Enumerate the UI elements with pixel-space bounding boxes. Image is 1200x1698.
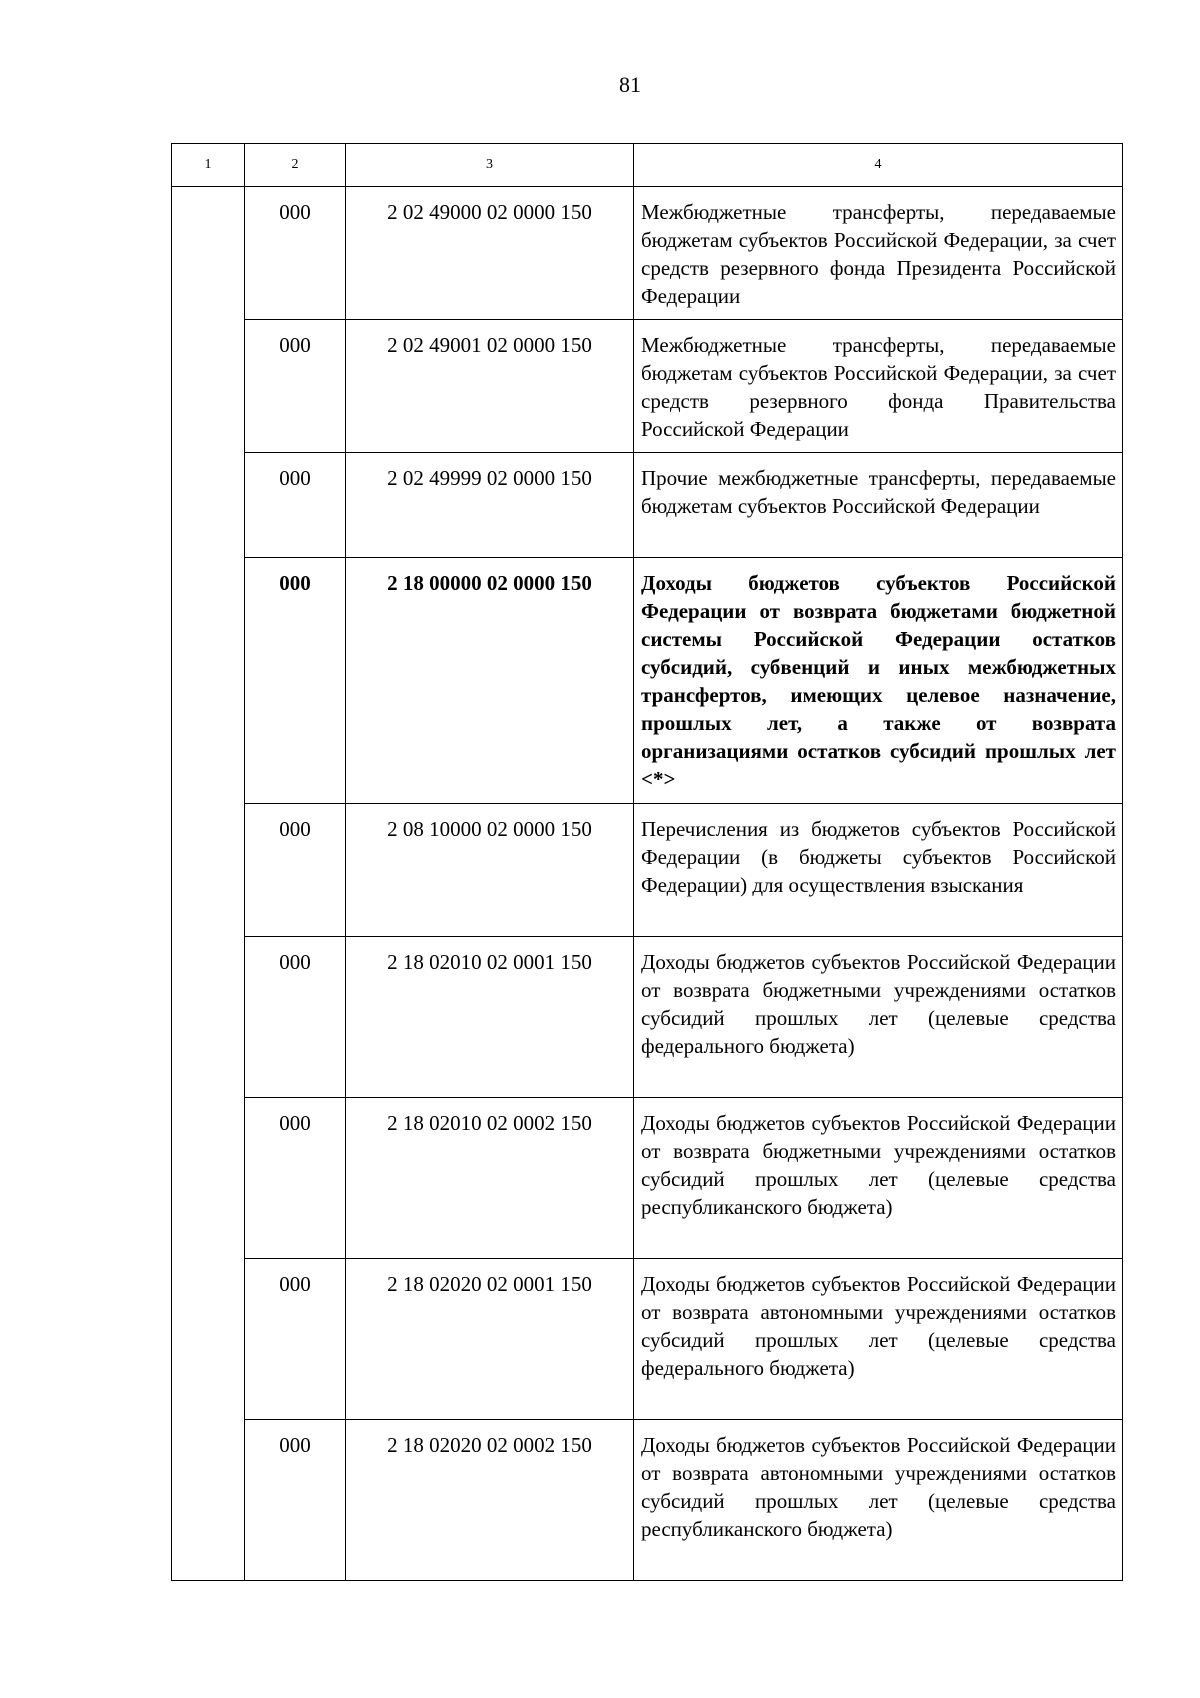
description-cell: Перечисления из бюджетов субъектов Российской Федерации (в бюджеты субъектов Российской Федерации) для осуществления взыскания [634, 804, 1123, 937]
header-col-1: 1 [172, 144, 245, 187]
budget-code-cell: 2 02 49999 02 0000 150 [346, 453, 634, 558]
description-cell: Прочие межбюджетные трансферты, передаваемые бюджетам субъектов Российской Федерации [634, 453, 1123, 558]
table-row [172, 453, 1123, 558]
description-cell: Доходы бюджетов субъектов Российской Федерации от возврата бюджетными учреждениями остатков субсидий прошлых лет (целевые средства республиканского бюджета) [634, 1098, 1123, 1259]
column-1-cell [172, 187, 245, 1581]
admin-code-cell: 000 [245, 320, 346, 453]
budget-code-cell: 2 18 02020 02 0002 150 [346, 1420, 634, 1581]
table-row-bold [172, 558, 1123, 804]
page-number: 81 [619, 72, 641, 97]
description-cell: Доходы бюджетов субъектов Российской Федерации от возврата автономными учреждениями остатков субсидий прошлых лет (целевые средства республиканского бюджета) [634, 1420, 1123, 1581]
description-cell: Доходы бюджетов субъектов Российской Федерации от возврата автономными учреждениями остатков субсидий прошлых лет (целевые средства федерального бюджета) [634, 1259, 1123, 1420]
table-row [172, 320, 1123, 453]
budget-code-cell: 2 18 02010 02 0002 150 [346, 1098, 634, 1259]
table-row [172, 187, 1123, 320]
admin-code-cell: 000 [245, 1420, 346, 1581]
admin-code-cell: 000 [245, 804, 346, 937]
table-body [172, 187, 1123, 1581]
table-header [172, 144, 1123, 187]
budget-code-cell: 2 18 02020 02 0001 150 [346, 1259, 634, 1420]
budget-code-cell: 2 18 02010 02 0001 150 [346, 937, 634, 1098]
description-cell: Межбюджетные трансферты, передаваемые бюджетам субъектов Российской Федерации, за счет средств резервного фонда Правительства Российской Федерации [634, 320, 1123, 453]
description-cell: Межбюджетные трансферты, передаваемые бюджетам субъектов Российской Федерации, за счет средств резервного фонда Президента Российской Федерации [634, 187, 1123, 320]
budget-code-cell: 2 02 49001 02 0000 150 [346, 320, 634, 453]
description-cell: Доходы бюджетов субъектов Российской Федерации от возврата бюджетными учреждениями остатков субсидий прошлых лет (целевые средства федерального бюджета) [634, 937, 1123, 1098]
header-col-2: 2 [245, 144, 346, 187]
table-row [172, 1098, 1123, 1259]
budget-code-cell: 2 02 49000 02 0000 150 [346, 187, 634, 320]
header-row [172, 144, 1123, 187]
table-row [172, 1420, 1123, 1581]
budget-code-cell: 2 18 00000 02 0000 150 [346, 558, 634, 804]
admin-code-cell: 000 [245, 558, 346, 804]
admin-code-cell: 000 [245, 1098, 346, 1259]
table-row [172, 937, 1123, 1098]
header-col-4: 4 [634, 144, 1123, 187]
description-cell: Доходы бюджетов субъектов Российской Федерации от возврата бюджетами бюджетной системы Российской Федерации остатков субсидий, субвенций и иных межбюджетных трансфертов, имеющих целевое назначение, прошлых лет, а также от возврата организациями остатков субсидий прошлых лет <*> [634, 558, 1123, 804]
table-row [172, 804, 1123, 937]
header-col-3: 3 [346, 144, 634, 187]
budget-code-cell: 2 08 10000 02 0000 150 [346, 804, 634, 937]
table-row [172, 1259, 1123, 1420]
admin-code-cell: 000 [245, 937, 346, 1098]
admin-code-cell: 000 [245, 187, 346, 320]
budget-codes-table [171, 143, 1123, 1581]
admin-code-cell: 000 [245, 453, 346, 558]
admin-code-cell: 000 [245, 1259, 346, 1420]
